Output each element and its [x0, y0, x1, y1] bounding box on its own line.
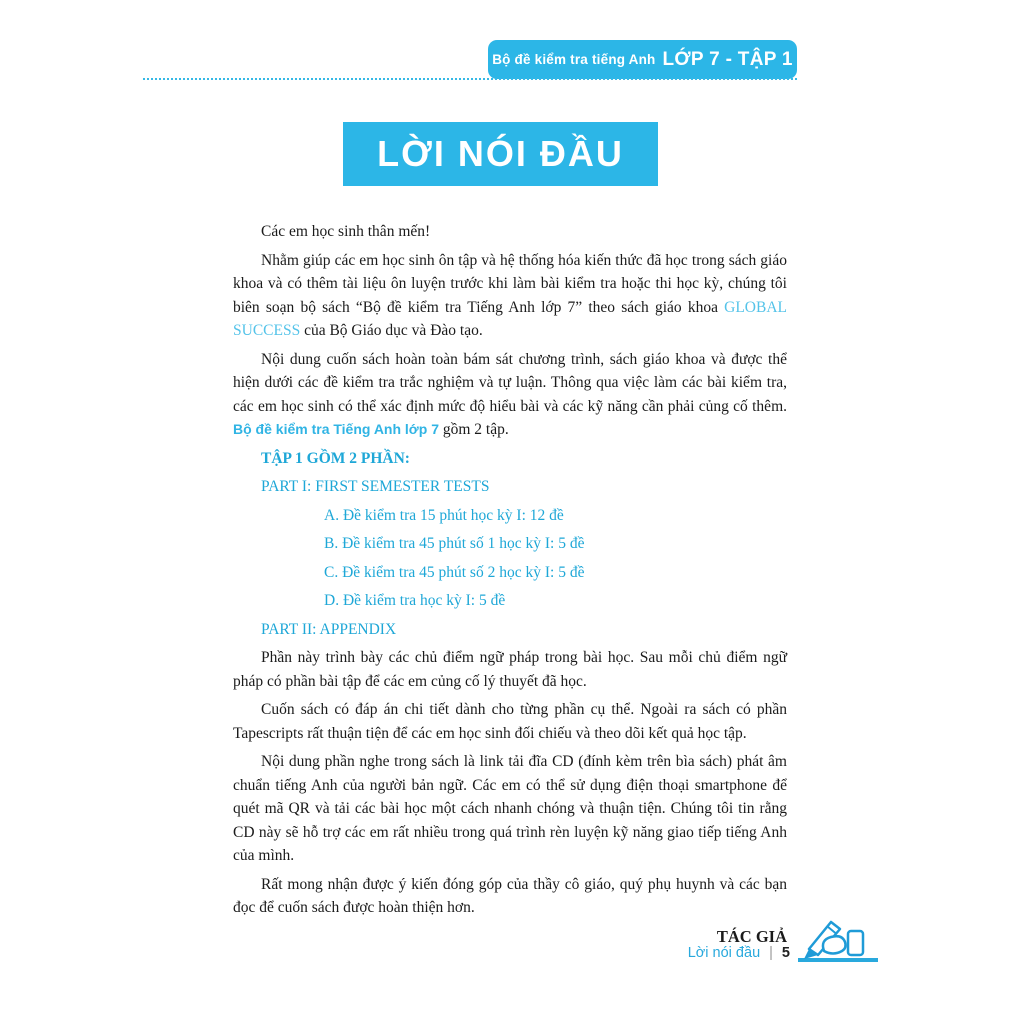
- book-title-highlight: Bộ đề kiểm tra Tiếng Anh lớp 7: [233, 421, 439, 437]
- toc-item-a: A. Đề kiểm tra 15 phút học kỳ I: 12 đề: [324, 506, 564, 524]
- toc-part-1: PART I: FIRST SEMESTER TESTS: [261, 478, 490, 495]
- intro-text-end: của Bộ Giáo dục và Đào tạo.: [300, 322, 483, 339]
- header-dotted-divider: [143, 78, 799, 80]
- answers-paragraph: Cuốn sách có đáp án chi tiết dành cho từng phần cụ thể. Ngoài ra sách có phần Tapescripts rất thuận tiện để các em học sinh đối chiếu và theo dõi kết quả học tập.: [233, 701, 787, 742]
- writing-hand-icon: [795, 915, 881, 972]
- author-signature: TÁC GIẢ: [716, 926, 787, 946]
- greeting-paragraph: Các em học sinh thân mến!: [261, 223, 431, 240]
- toc-heading: TẬP 1 GỒM 2 PHẦN:: [261, 449, 410, 467]
- chapter-title-banner: [343, 122, 658, 186]
- page-footer: [0, 945, 790, 961]
- intro-paragraph: [233, 249, 787, 343]
- header-series-label: Bộ đề kiểm tra tiếng Anh: [492, 52, 656, 67]
- feedback-paragraph: Rất mong nhận được ý kiến đóng góp của thầy cô giáo, quý phụ huynh và các bạn đọc để cuốn sách được hoàn thiện hơn.: [233, 875, 787, 916]
- toc-item-c: C. Đề kiểm tra 45 phút số 2 học kỳ I: 5 đề: [324, 563, 585, 581]
- overview-text: Nội dung cuốn sách hoàn toàn bám sát chương trình, sách giáo khoa và được thể hiện dưới các đề kiểm tra trắc nghiệm và tự luận. Thông qua việc làm các bài kiểm tra, các em học sinh có thể xác định mức độ hiểu bài và các kỹ năng cần phải củng cố thêm.: [233, 350, 787, 415]
- audio-paragraph: Nội dung phần nghe trong sách là link tải đĩa CD (đính kèm trên bìa sách) phát âm chuẩn tiếng Anh của người bản ngữ. Các em có thể sử dụng điện thoại smartphone để quét mã QR và tải các bài học một cách nhanh chóng và thuận tiện. Chúng tôi tin rằng CD này sẽ hỗ trợ các em rất nhiều trong quá trình rèn luyện kỹ năng giao tiếp tiếng Anh của mình.: [233, 753, 787, 864]
- header-volume-label: LỚP 7 - TẬP 1: [662, 48, 793, 70]
- toc-item-b: B. Đề kiểm tra 45 phút số 1 học kỳ I: 5 đề: [324, 535, 585, 552]
- overview-paragraph: [233, 348, 787, 442]
- toc-part-2: PART II: APPENDIX: [261, 620, 397, 638]
- toc-item-d: D. Đề kiểm tra học kỳ I: 5 đề: [324, 592, 506, 609]
- footer-separator: |: [769, 945, 773, 961]
- page-title: LỜI NÓI ĐẦU: [377, 133, 624, 174]
- preface-body: [233, 220, 787, 953]
- appendix-paragraph: Phần này trình bày các chủ điểm ngữ pháp trong bài học. Sau mỗi chủ điểm ngữ pháp có phần bài tập để các em củng cố lý thuyết đã học.: [233, 649, 787, 690]
- global-success-highlight: GLOBAL SUCCESS: [233, 298, 787, 339]
- intro-text: Nhằm giúp các em học sinh ôn tập và hệ thống hóa kiến thức đã học trong sách giáo khoa và có thêm tài liệu ôn luyện trước khi làm bài kiểm tra hoặc thi học kỳ, chúng tôi biên soạn bộ sách “Bộ đề kiểm tra Tiếng Anh lớp 7” theo sách giáo khoa: [233, 251, 787, 316]
- header-series-badge: [488, 40, 797, 79]
- overview-text-end: gồm 2 tập.: [439, 421, 509, 438]
- footer-page-number: 5: [781, 945, 790, 961]
- footer-section-label: Lời nói đầu: [687, 945, 761, 961]
